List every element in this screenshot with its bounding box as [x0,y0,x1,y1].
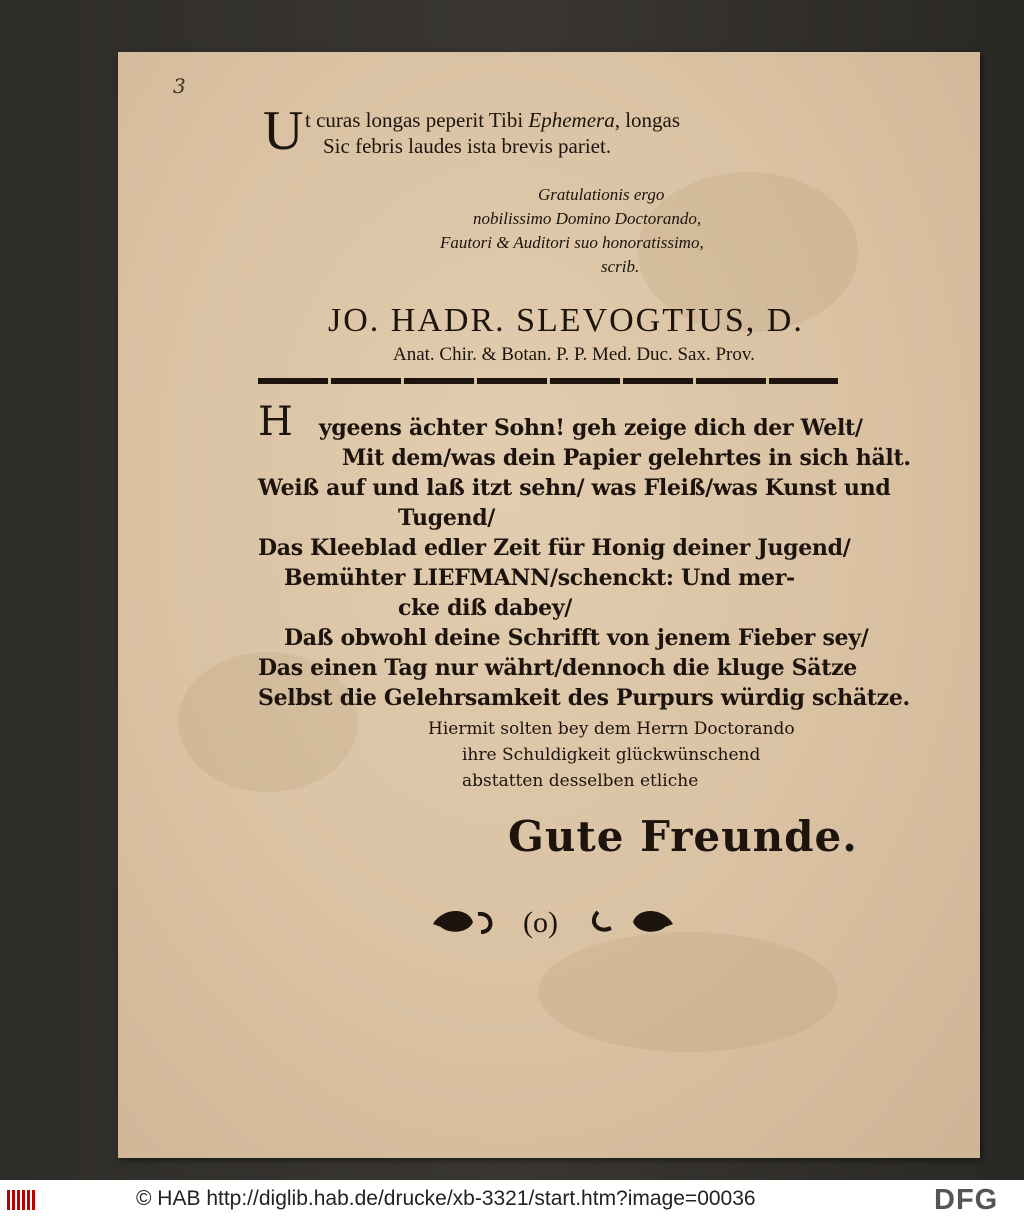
poem-line: Tugend/ [398,505,496,531]
ornament-text: (o) [523,906,558,939]
latin-line-1-end: , longas [614,108,681,132]
ornament-icon [423,902,683,942]
gratulation-line-2: nobilissimo Domino Doctorando, [473,209,702,228]
poem-line: Weiß auf und laß itzt sehn/ was Fleiß/was Kunst und [258,475,891,501]
document-page [118,52,980,1158]
poem-line: Mit dem/was dein Papier gelehrtes in sich hält. [342,445,911,471]
author-name: JO. HADR. SLEVOGTIUS, D. [328,302,804,339]
poem-line: Daß obwohl deine Schrifft von jenem Fieber sey/ [284,625,869,651]
gratulation-line-1: Gratulationis ergo [538,185,665,204]
closing-line-1: Hiermit solten bey dem Herrn Doctorando [428,719,795,739]
source-link[interactable]: © HAB http://diglib.hab.de/drucke/xb-3321/start.htm?image=00036 [136,1187,756,1210]
poem-line: ygeens ächter Sohn! geh zeige dich der Welt/ [318,415,863,441]
latin-line-1-italic: Ephemera [528,108,615,132]
section-divider [258,378,838,384]
hab-logo-icon [6,1188,36,1212]
latin-line-1-start: t curas longas peperit Tibi [305,108,529,132]
latin-line-2: Sic febris laudes ista brevis pariet. [323,134,612,158]
latin-dropcap: U [263,100,304,162]
latin-verse [263,100,783,162]
german-poem [258,399,911,713]
closing-line-3: abstatten desselben etliche [462,771,699,791]
gratulation-line-3: Fautori & Auditori suo honoratissimo, [440,233,704,252]
closing-line-2: ihre Schuldigkeit glückwünschend [462,745,761,765]
poem-line: cke diß dabey/ [398,595,573,621]
latin-line-1 [305,107,783,133]
dfg-logo: DFG [934,1184,999,1216]
poem-dropcap: H [258,399,293,445]
paper-stain [538,932,838,1052]
poem-line: Das einen Tag nur währt/dennoch die kluge Sätze [258,655,857,681]
footer-bar [0,1180,1024,1219]
poem-line: Das Kleeblad edler Zeit für Honig deiner Jugend/ [258,535,851,561]
page-number: 3 [173,74,186,98]
author-title: Anat. Chir. & Botan. P. P. Med. Duc. Sax. Prov. [393,344,755,365]
poem-line: Bemühter LIEFMANN/schenckt: Und mer- [284,565,795,591]
signature: Gute Freunde. [508,812,858,861]
gratulation-line-4: scrib. [601,257,640,276]
poem-line: Selbst die Gelehrsamkeit des Purpurs würdig schätze. [258,685,910,711]
